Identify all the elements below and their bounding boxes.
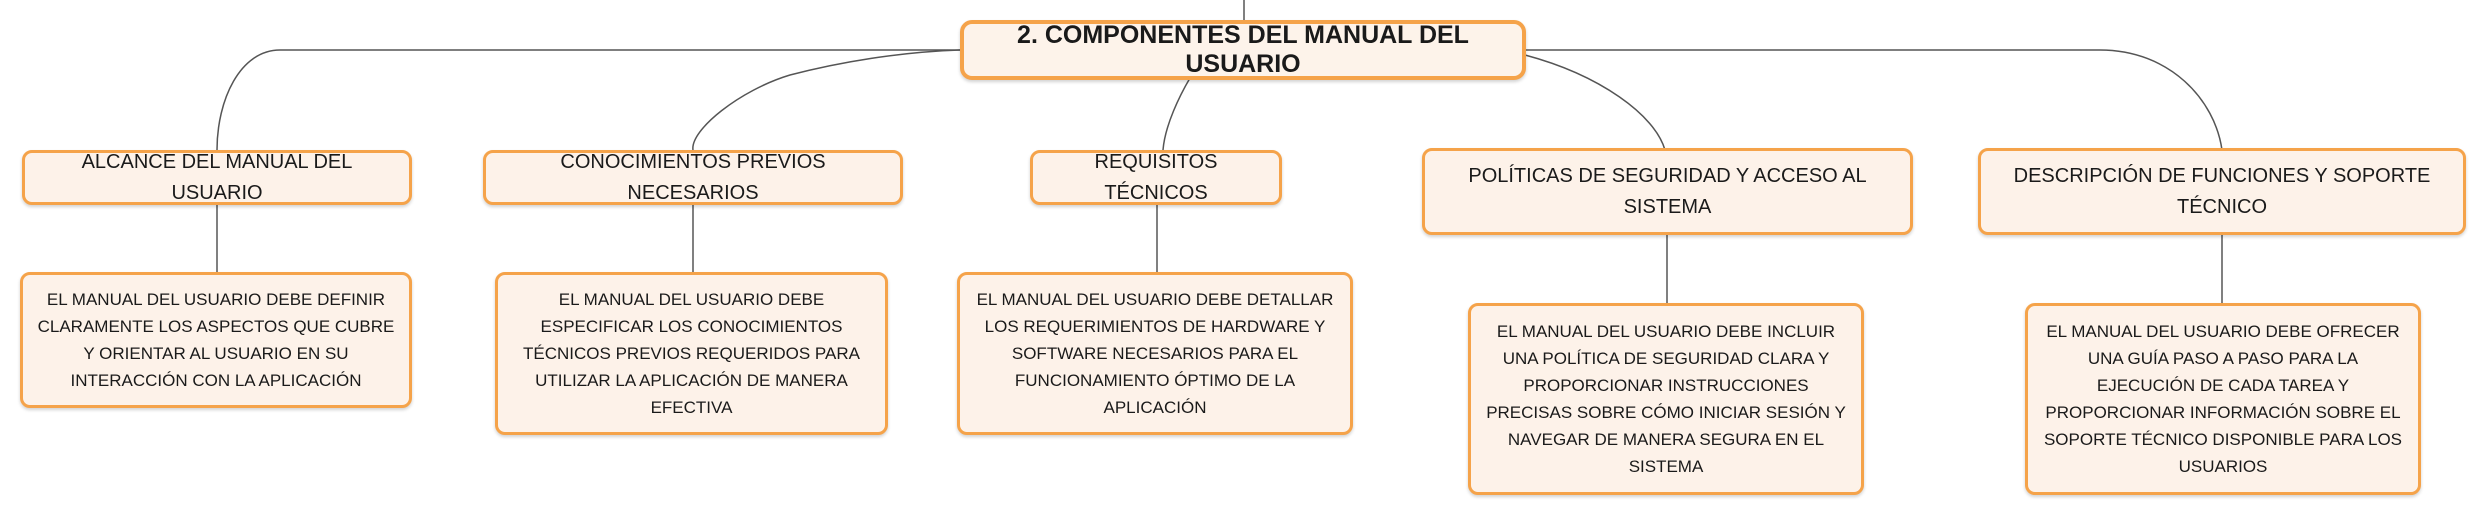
detail-node-conocimientos[interactable] bbox=[495, 272, 888, 435]
detail-node-alcance[interactable] bbox=[20, 272, 412, 408]
topic-node-politicas[interactable] bbox=[1422, 148, 1913, 235]
topic-node-conocimientos[interactable] bbox=[483, 150, 903, 205]
connector-root-topic-4 bbox=[1525, 55, 1665, 150]
detail-text: EL MANUAL DEL USUARIO DEBE DEFINIR CLARAMENTE LOS ASPECTOS QUE CUBRE Y ORIENTAR AL USUARIO EN SU INTERACCIÓN CON LA APLICACIÓN bbox=[37, 290, 395, 390]
connector-root-topic-3 bbox=[1163, 78, 1190, 150]
detail-node-requisitos[interactable] bbox=[957, 272, 1353, 435]
topic-label: REQUISITOS TÉCNICOS bbox=[1094, 150, 1218, 204]
detail-text: EL MANUAL DEL USUARIO DEBE INCLUIR UNA POLÍTICA DE SEGURIDAD CLARA Y PROPORCIONAR INSTRUCCIONES PRECISAS SOBRE CÓMO INICIAR SESIÓN Y NAVEGAR DE MANERA SEGURA EN EL SISTEMA bbox=[1486, 322, 1846, 476]
detail-text: EL MANUAL DEL USUARIO DEBE ESPECIFICAR LOS CONOCIMIENTOS TÉCNICOS PREVIOS REQUERIDOS PARA UTILIZAR LA APLICACIÓN DE MANERA EFECTIVA bbox=[523, 290, 860, 417]
topic-label: DESCRIPCIÓN DE FUNCIONES Y SOPORTE TÉCNICO bbox=[2013, 164, 2431, 218]
detail-node-politicas[interactable] bbox=[1468, 303, 1864, 495]
detail-node-descripcion[interactable] bbox=[2025, 303, 2421, 495]
topic-label: CONOCIMIENTOS PREVIOS NECESARIOS bbox=[560, 150, 826, 204]
topic-node-alcance[interactable] bbox=[22, 150, 412, 205]
topic-label: POLÍTICAS DE SEGURIDAD Y ACCESO AL SISTEMA bbox=[1468, 164, 1867, 218]
topic-label: ALCANCE DEL MANUAL DEL USUARIO bbox=[81, 150, 353, 204]
connector-root-topic-5 bbox=[1525, 50, 2222, 150]
detail-text: EL MANUAL DEL USUARIO DEBE DETALLAR LOS REQUERIMIENTOS DE HARDWARE Y SOFTWARE NECESARIOS PARA EL FUNCIONAMIENTO ÓPTIMO DE LA APLICACIÓN bbox=[976, 290, 1334, 417]
root-node[interactable] bbox=[960, 20, 1526, 80]
topic-node-requisitos[interactable] bbox=[1030, 150, 1282, 205]
detail-text: EL MANUAL DEL USUARIO DEBE OFRECER UNA GUÍA PASO A PASO PARA LA EJECUCIÓN DE CADA TAREA Y PROPORCIONAR INFORMACIÓN SOBRE EL SOPORTE TÉCNICO DISPONIBLE PARA LOS USUARIOS bbox=[2043, 322, 2403, 476]
connector-root-topic-1 bbox=[217, 50, 960, 150]
connector-root-topic-2 bbox=[693, 50, 960, 150]
root-label: 2. COMPONENTES DEL MANUAL DEL USUARIO bbox=[1017, 21, 1469, 78]
topic-node-descripcion[interactable] bbox=[1978, 148, 2466, 235]
